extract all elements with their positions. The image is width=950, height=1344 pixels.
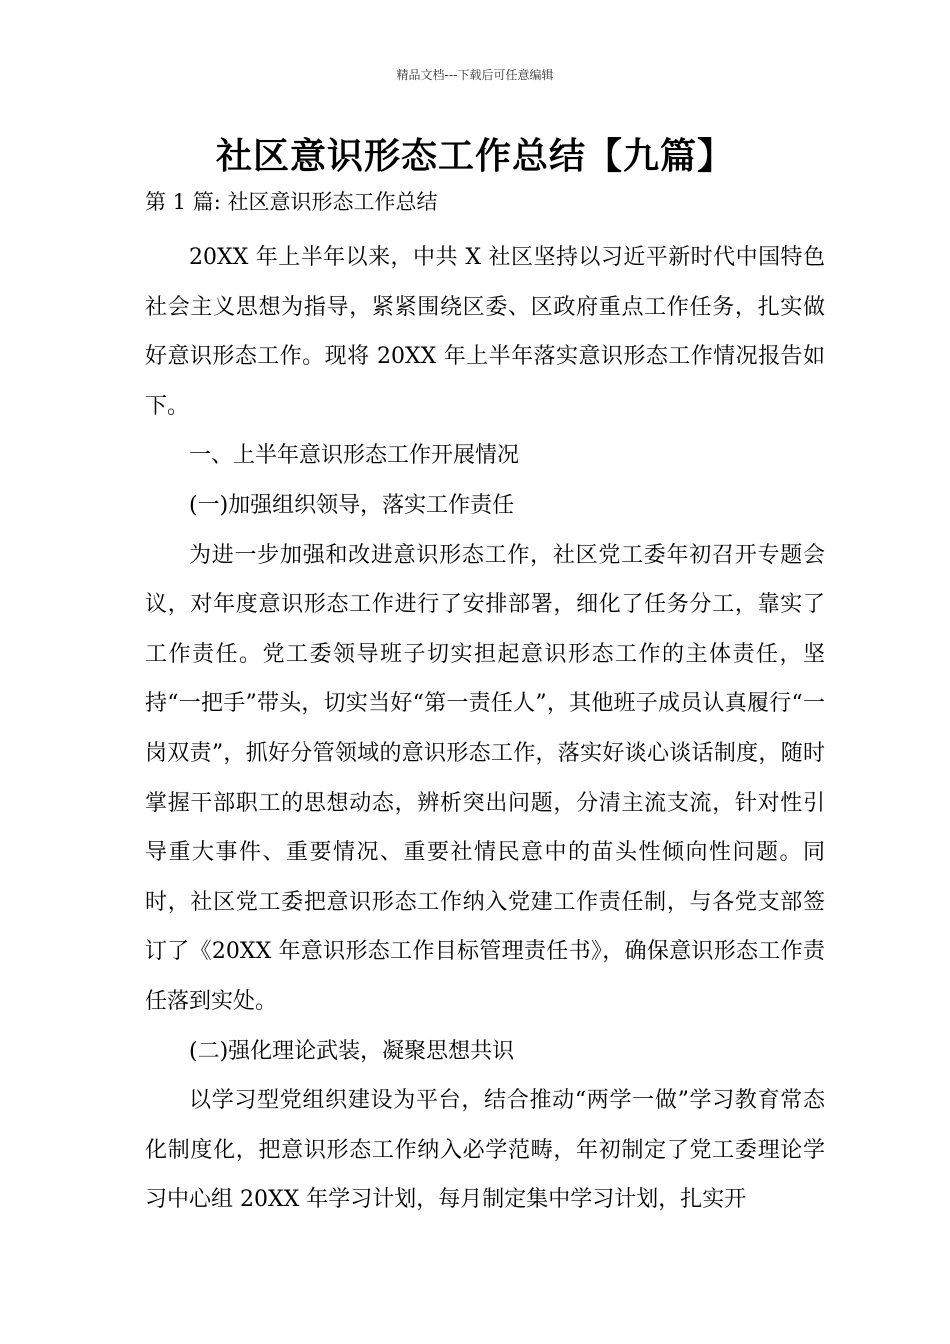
paragraph-theory: 以学习型党组织建设为平台，结合推动“两学一做”学习教育常态化制度化，把意识形态工作纳入必学范畴，年初制定了党工委理论学习中心组 20XX 年学习计划，每月制定集中学习计划，扎实开 xyxy=(145,1088,825,1213)
heading-subsection-one: (一)加强组织领导，落实工作责任 xyxy=(189,492,515,518)
heading-subsection-two: (二)强化理论武装，凝聚思想共识 xyxy=(189,1038,515,1064)
paragraph-intro: 20XX 年上半年以来，中共 X 社区坚持以习近平新时代中国特色社会主义思想为指导，紧紧围绕区委、区政府重点工作任务，扎实做好意识形态工作。现将 20XX 年上半年落实意识形态工作情况报告如下。 xyxy=(145,245,825,419)
document-body xyxy=(145,183,825,1225)
document-title: 社区意识形态工作总结【九篇】 xyxy=(215,136,734,177)
paragraph-leadership: 为进一步加强和改进意识形态工作，社区党工委年初召开专题会议，对年度意识形态工作进行了安排部署，细化了任务分工，靠实了工作责任。党工委领导班子切实担起意识形态工作的主体责任，坚持“一把手”带头，切实当好“第一责任人”，其他班子成员认真履行“一岗双责”，抓好分管领域的意识形态工作，落实好谈心谈话制度，随时掌握干部职工的思想动态，辨析突出问题，分清主流支流，针对性引导重大事件、重要情况、重要社情民意中的苗头性倾向性问题。同时，社区党工委把意识形态工作纳入党建工作责任制，与各党支部签订了《20XX 年意识形态工作目标管理责任书》，确保意识形态工作责任落到实处。 xyxy=(145,542,825,1014)
section-subtitle: 第 1 篇: 社区意识形态工作总结 xyxy=(145,190,438,214)
page-header: 精品文档---下载后可任意编辑 xyxy=(396,68,554,82)
heading-section-one: 一、上半年意识形态工作开展情况 xyxy=(189,443,520,469)
